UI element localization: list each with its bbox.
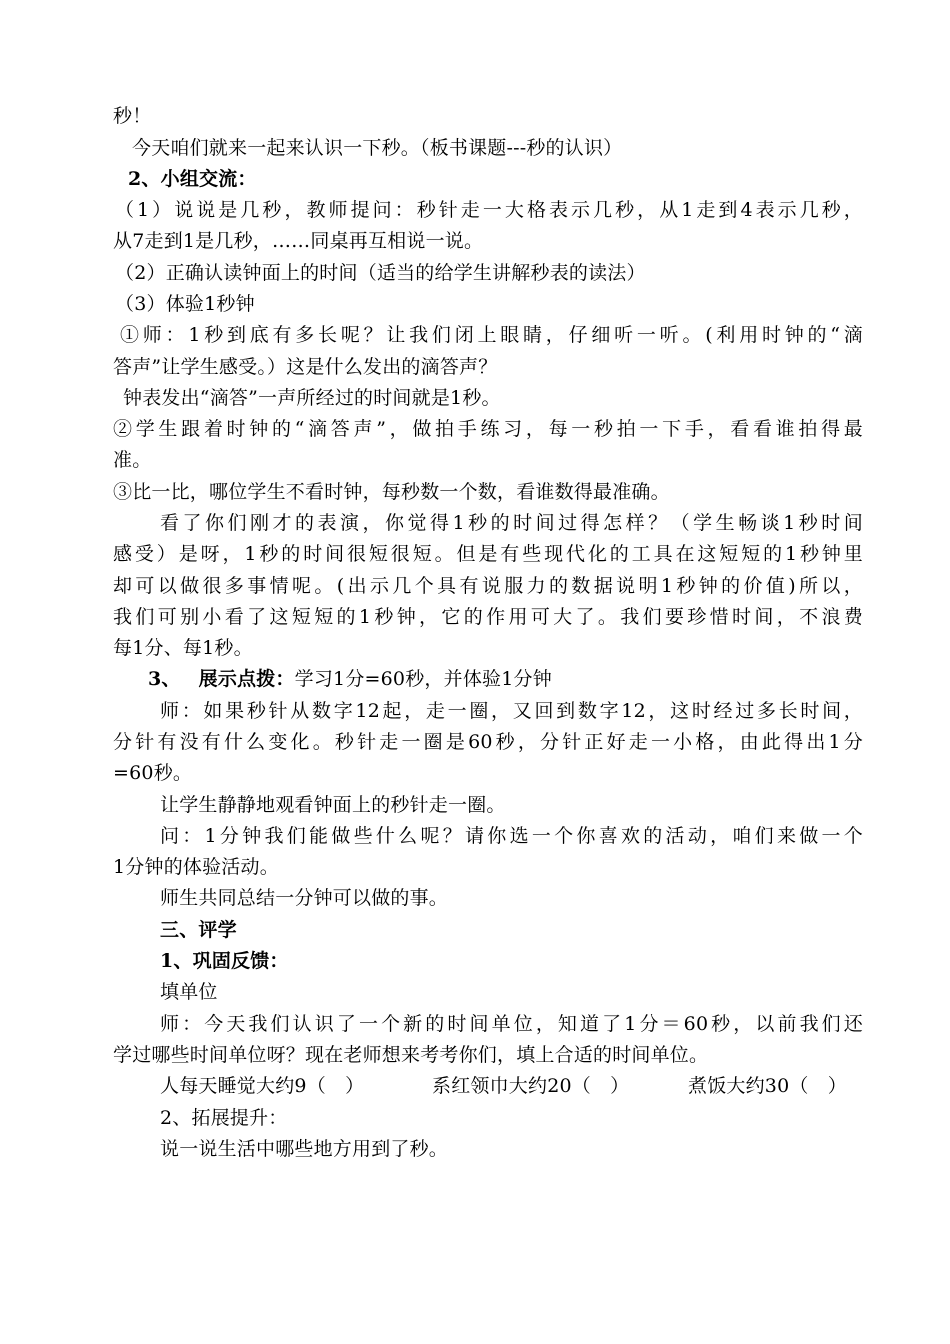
heading-text: 学习1分=60秒，并体验1分钟 xyxy=(294,668,552,690)
fill-blank-item: 人每天睡觉大约9（ ） xyxy=(160,1075,365,1097)
text-line: 却可以做很多事情呢。(出示几个具有说服力的数据说明1秒钟的价值)所以， xyxy=(113,575,863,597)
text-line: 说一说生活中哪些地方用到了秒。 xyxy=(160,1138,449,1160)
fill-blank-item: 煮饭大约30（ ） xyxy=(688,1075,847,1097)
text-line: ②学生跟着时钟的“滴答声”，做拍手练习，每一秒拍一下手，看看谁拍得最 xyxy=(113,418,863,440)
text-line: 感受）是呀，1秒的时间很短很短。但是有些现代化的工具在这短短的1秒钟里 xyxy=(113,543,863,565)
text-line: 每1分、每1秒。 xyxy=(113,637,253,659)
text-line: 我们可别小看了这短短的1秒钟，它的作用可大了。我们要珍惜时间，不浪费 xyxy=(113,606,863,628)
text-line: 师：如果秒针从数字12起，走一圈，又回到数字12，这时经过多长时间， xyxy=(160,700,863,722)
fill-blank-item: 系红领巾大约20（ ） xyxy=(432,1075,630,1097)
text-line: 今天咱们就来一起来认识一下秒。（板书课题---秒的认识） xyxy=(132,137,623,159)
text-line: （1）说说是几秒，教师提问：秒针走一大格表示几秒，从1走到4表示几秒， xyxy=(115,199,863,221)
section-heading: 三、评学 xyxy=(160,919,237,941)
section-heading-3 xyxy=(148,666,898,692)
text-line: 2、拓展提升： xyxy=(160,1107,288,1129)
text-line: ①师：1秒到底有多长呢？让我们闭上眼睛，仔细听一听。(利用时钟的“滴 xyxy=(120,324,863,346)
text-line: 从7走到1是几秒，……同桌再互相说一说。 xyxy=(113,230,484,252)
text-line: 填单位 xyxy=(160,981,218,1003)
text-line: （2）正确认读钟面上的时间（适当的给学生讲解秒表的读法） xyxy=(115,262,646,284)
text-line: =60秒。 xyxy=(113,762,193,784)
text-line: 学过哪些时间单位呀？现在老师想来考考你们，填上合适的时间单位。 xyxy=(113,1044,709,1066)
text-line: 让学生静静地观看钟面上的秒针走一圈。 xyxy=(160,794,506,816)
text-line: 钟表发出“滴答”一声所经过的时间就是1秒。 xyxy=(123,387,501,409)
text-line: （3）体验1秒钟 xyxy=(115,293,255,315)
text-line: 分针有没有什么变化。秒针走一圈是60秒，分针正好走一小格，由此得出1分 xyxy=(113,731,863,753)
heading-title: 展示点拨： xyxy=(198,668,295,690)
text-line: 问：1分钟我们能做些什么呢？请你选一个你喜欢的活动，咱们来做一个 xyxy=(160,825,863,847)
text-line: ③比一比，哪位学生不看时钟，每秒数一个数，看谁数得最准确。 xyxy=(113,481,670,503)
section-heading: 1、巩固反馈： xyxy=(160,950,289,972)
section-heading: 2、小组交流： xyxy=(128,168,257,190)
text-line: 答声”让学生感受。）这是什么发出的滴答声？ xyxy=(113,356,498,378)
text-line: 1分钟的体验活动。 xyxy=(113,856,279,878)
text-line: 看了你们刚才的表演，你觉得1秒的时间过得怎样？（学生畅谈1秒时间 xyxy=(160,512,863,534)
fill-blank-row xyxy=(160,1073,860,1099)
text-line: 准。 xyxy=(113,449,152,471)
text-line: 秒！ xyxy=(113,105,152,127)
text-line: 师：今天我们认识了一个新的时间单位，知道了1分＝60秒，以前我们还 xyxy=(160,1013,863,1035)
text-line: 师生共同总结一分钟可以做的事。 xyxy=(160,887,449,909)
heading-number: 3、 xyxy=(148,668,181,690)
